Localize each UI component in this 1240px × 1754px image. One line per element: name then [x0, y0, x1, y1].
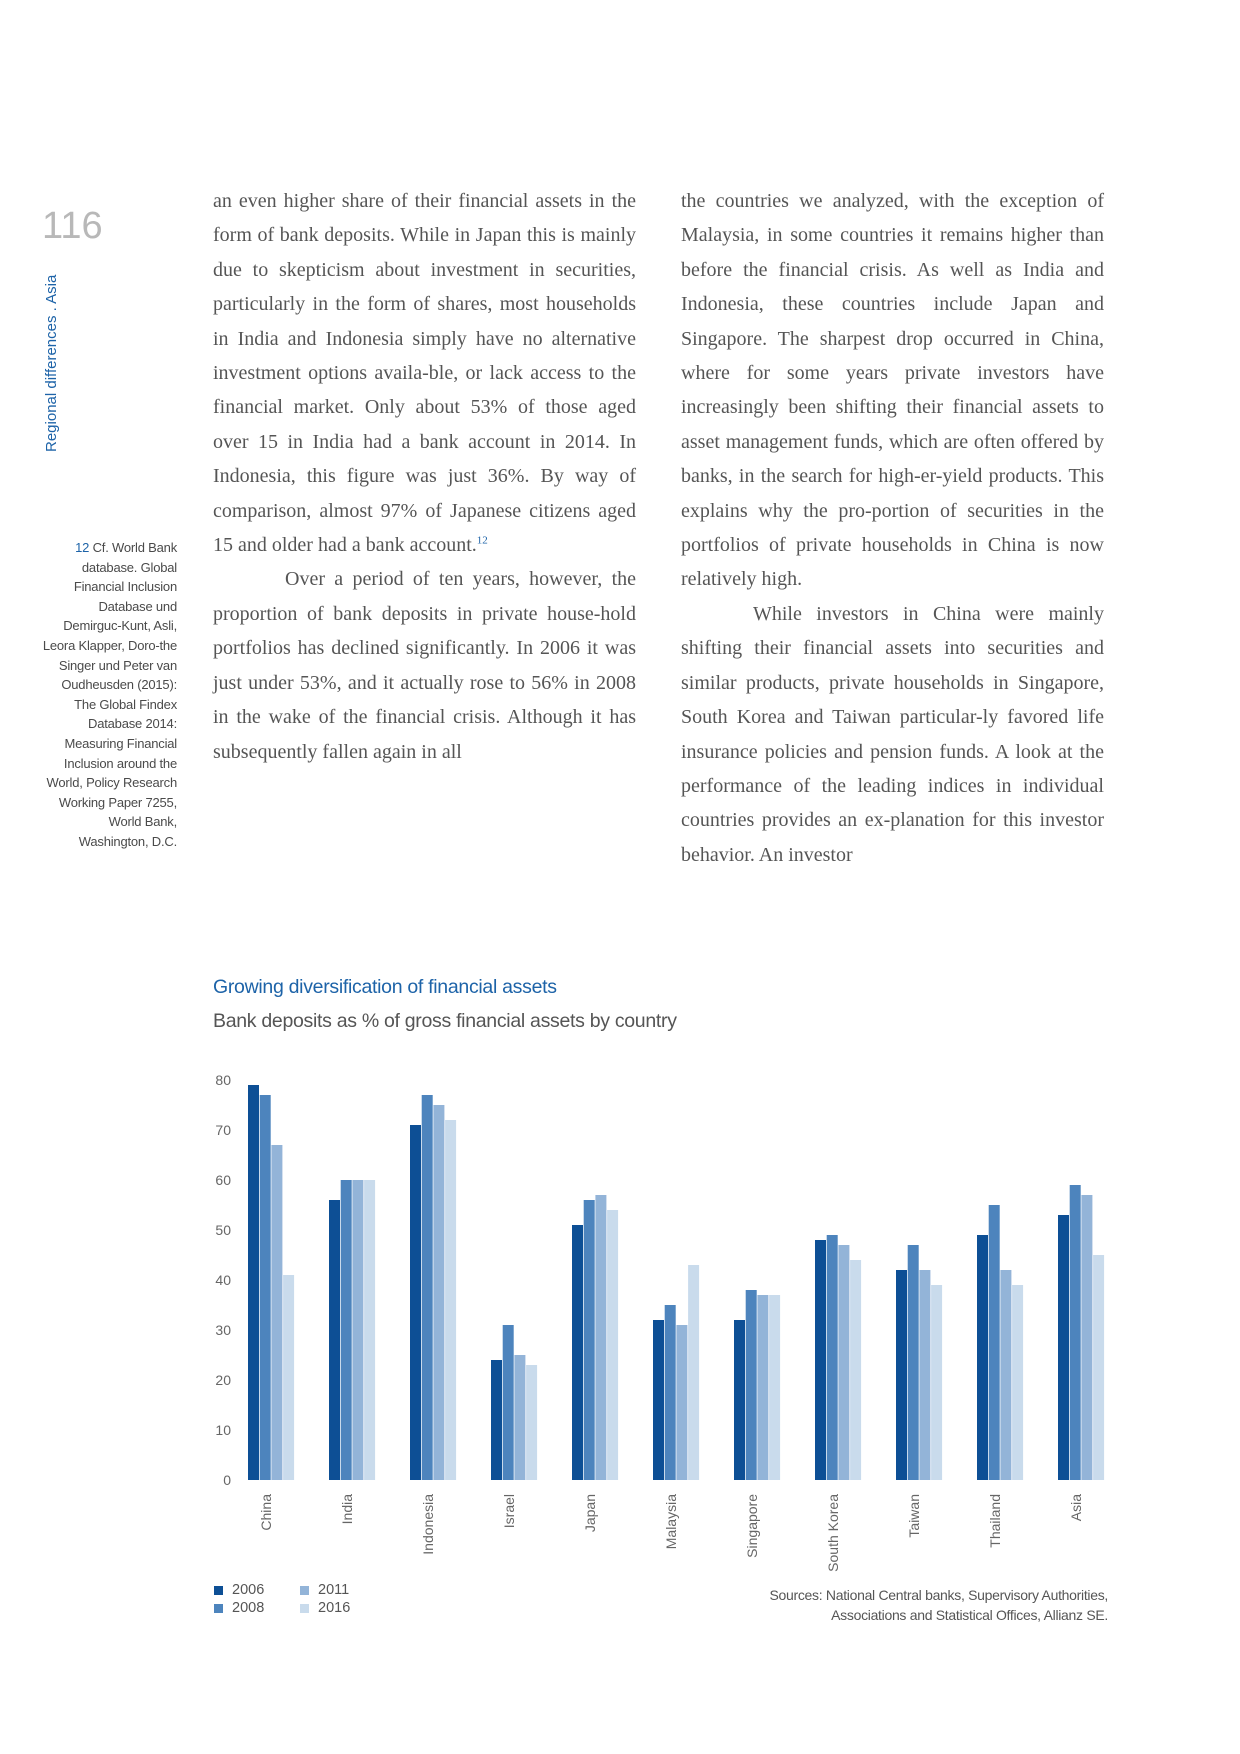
legend-label: 2011 — [318, 1582, 350, 1598]
bar-israel-2016 — [526, 1365, 537, 1480]
x-tick-label: Malaysia — [663, 1494, 680, 1550]
footnote-reference[interactable]: 12 — [476, 534, 488, 547]
legend-swatch — [300, 1586, 309, 1595]
body-paragraph — [213, 184, 636, 562]
page-number: 116 — [42, 205, 103, 247]
y-tick-label: 60 — [215, 1172, 231, 1188]
body-column-left — [213, 184, 636, 769]
y-tick-label: 30 — [215, 1322, 231, 1338]
legend-swatch — [300, 1604, 309, 1613]
x-axis — [258, 1494, 1084, 1572]
running-head: Regional differences . Asia — [43, 274, 60, 452]
y-tick-label: 10 — [215, 1422, 231, 1438]
bar-china-2008 — [260, 1095, 271, 1480]
bar-thailand-2016 — [1012, 1285, 1023, 1480]
paragraph-text: an even higher share of their financial assets in the form of bank deposits. While in Japan this is mainly due to skepticism about investment in securities, particularly in the form of shares, most households in India and Indonesia simply have no alternative investment options availa-ble, or lack access to the financial market. Only about 53% of those aged over 15 in India had a bank account in 2014. In Indonesia, this figure was just 36%. By way of comparison, almost 97% of Japanese citizens aged 15 and older had a bank account. — [213, 190, 636, 557]
bars — [248, 1085, 1104, 1480]
x-tick-label: Israel — [501, 1494, 518, 1529]
legend-item-2008 — [214, 1600, 300, 1616]
x-tick-label: Singapore — [744, 1494, 761, 1558]
bar-malaysia-2008 — [665, 1305, 676, 1480]
bar-india-2008 — [341, 1180, 352, 1480]
bar-indonesia-2011 — [433, 1105, 444, 1480]
bar-singapore-2011 — [757, 1295, 768, 1480]
bar-indonesia-2006 — [410, 1125, 421, 1480]
body-paragraph: Over a period of ten years, however, the proportion of bank deposits in private house-hold portfolios has declined significantly. In 2006 it was just under 53%, and it actually rose to 56% in 2008 in the wake of the financial crisis. Although it has subsequently fallen again in all — [213, 568, 636, 763]
body-column-right — [681, 184, 1104, 872]
bar-asia-2006 — [1058, 1215, 1069, 1480]
bar-china-2011 — [271, 1145, 282, 1480]
bar-india-2016 — [364, 1180, 375, 1480]
footnote-number: 12 — [75, 540, 90, 555]
y-axis — [215, 1072, 231, 1488]
y-tick-label: 50 — [215, 1222, 231, 1238]
bar-south-korea-2006 — [815, 1240, 826, 1480]
chart-subtitle: Bank deposits as % of gross financial assets by country — [213, 1010, 677, 1032]
bar-taiwan-2011 — [919, 1270, 930, 1480]
bar-south-korea-2016 — [850, 1260, 861, 1480]
bar-israel-2008 — [503, 1325, 514, 1480]
x-tick-label: China — [258, 1494, 275, 1531]
chart-title: Growing diversification of financial assets — [213, 976, 557, 998]
bar-india-2006 — [329, 1200, 340, 1480]
bar-malaysia-2011 — [676, 1325, 687, 1480]
bar-japan-2016 — [607, 1210, 618, 1480]
legend-swatch — [214, 1604, 223, 1613]
bar-india-2011 — [352, 1180, 363, 1480]
bar-singapore-2006 — [734, 1320, 745, 1480]
legend-swatch — [214, 1586, 223, 1595]
bar-asia-2011 — [1081, 1195, 1092, 1480]
body-paragraph: the countries we analyzed, with the exception of Malaysia, in some countries it remains higher than before the financial crisis. As well as India and Indonesia, these countries include Japan and Singapore. The sharpest drop occurred in China, where for some years private investors have increasingly been shifting their financial assets to asset management funds, which are often offered by banks, in the search for high-er-yield products. This explains why the pro-portion of securities in the portfolios of private households in China is now relatively high. — [681, 190, 1104, 591]
y-tick-label: 20 — [215, 1372, 231, 1388]
bar-israel-2006 — [491, 1360, 502, 1480]
legend-label: 2016 — [318, 1600, 351, 1616]
bar-japan-2006 — [572, 1225, 583, 1480]
chart-sources: Sources: National Central banks, Supervisory Authorities, Associations and Statistical Offices, Allianz SE. — [769, 1587, 1108, 1623]
bar-china-2006 — [248, 1085, 259, 1480]
bar-taiwan-2016 — [931, 1285, 942, 1480]
bar-south-korea-2008 — [827, 1235, 838, 1480]
bar-taiwan-2008 — [908, 1245, 919, 1480]
bar-south-korea-2011 — [838, 1245, 849, 1480]
bar-chart — [0, 1050, 1240, 1580]
legend-item-2006 — [214, 1582, 300, 1598]
legend-label: 2008 — [232, 1600, 265, 1616]
bar-israel-2011 — [514, 1355, 525, 1480]
x-tick-label: Asia — [1068, 1494, 1085, 1522]
bar-malaysia-2006 — [653, 1320, 664, 1480]
x-tick-label: Taiwan — [906, 1494, 923, 1538]
legend-label: 2006 — [232, 1582, 265, 1598]
bar-indonesia-2008 — [422, 1095, 433, 1480]
footnote-text: Cf. World Bank database. Global Financial Inclusion Database und Demirguc-Kunt, Asli, Leora Klapper, Doro-the Singer und Peter van Oudheusden (2015): The Global Findex Database 2014: Measuring Financial Inclusion around the World, Policy Research Working Paper 7255, World Bank, Washington, D.C. — [42, 540, 177, 849]
footnote — [38, 538, 177, 852]
y-tick-label: 70 — [215, 1122, 231, 1138]
bar-japan-2011 — [595, 1195, 606, 1480]
chart-legend — [214, 1582, 386, 1616]
x-tick-label: Indonesia — [420, 1494, 437, 1555]
y-tick-label: 0 — [223, 1472, 231, 1488]
bar-asia-2016 — [1093, 1255, 1104, 1480]
bar-china-2016 — [283, 1275, 294, 1480]
bar-thailand-2006 — [977, 1235, 988, 1480]
x-tick-label: India — [339, 1494, 356, 1525]
bar-indonesia-2016 — [445, 1120, 456, 1480]
x-tick-label: Thailand — [987, 1494, 1004, 1548]
bar-taiwan-2006 — [896, 1270, 907, 1480]
y-tick-label: 40 — [215, 1272, 231, 1288]
bar-singapore-2008 — [746, 1290, 757, 1480]
body-paragraph: While investors in China were mainly shifting their financial assets into securities and similar products, private households in Singapore, South Korea and Taiwan particular-ly favored life insurance policies and pension funds. A look at the performance of the leading indices in individual countries provides an ex-planation for this investor behavior. An investor — [681, 602, 1104, 866]
bar-thailand-2011 — [1000, 1270, 1011, 1480]
bar-singapore-2016 — [769, 1295, 780, 1480]
bar-japan-2008 — [584, 1200, 595, 1480]
y-tick-label: 80 — [215, 1072, 231, 1088]
x-tick-label: Japan — [582, 1494, 599, 1533]
bar-malaysia-2016 — [688, 1265, 699, 1480]
x-tick-label: South Korea — [825, 1494, 842, 1572]
bar-thailand-2008 — [989, 1205, 1000, 1480]
legend-item-2011 — [300, 1582, 386, 1598]
bar-asia-2008 — [1070, 1185, 1081, 1480]
legend-item-2016 — [300, 1600, 386, 1616]
